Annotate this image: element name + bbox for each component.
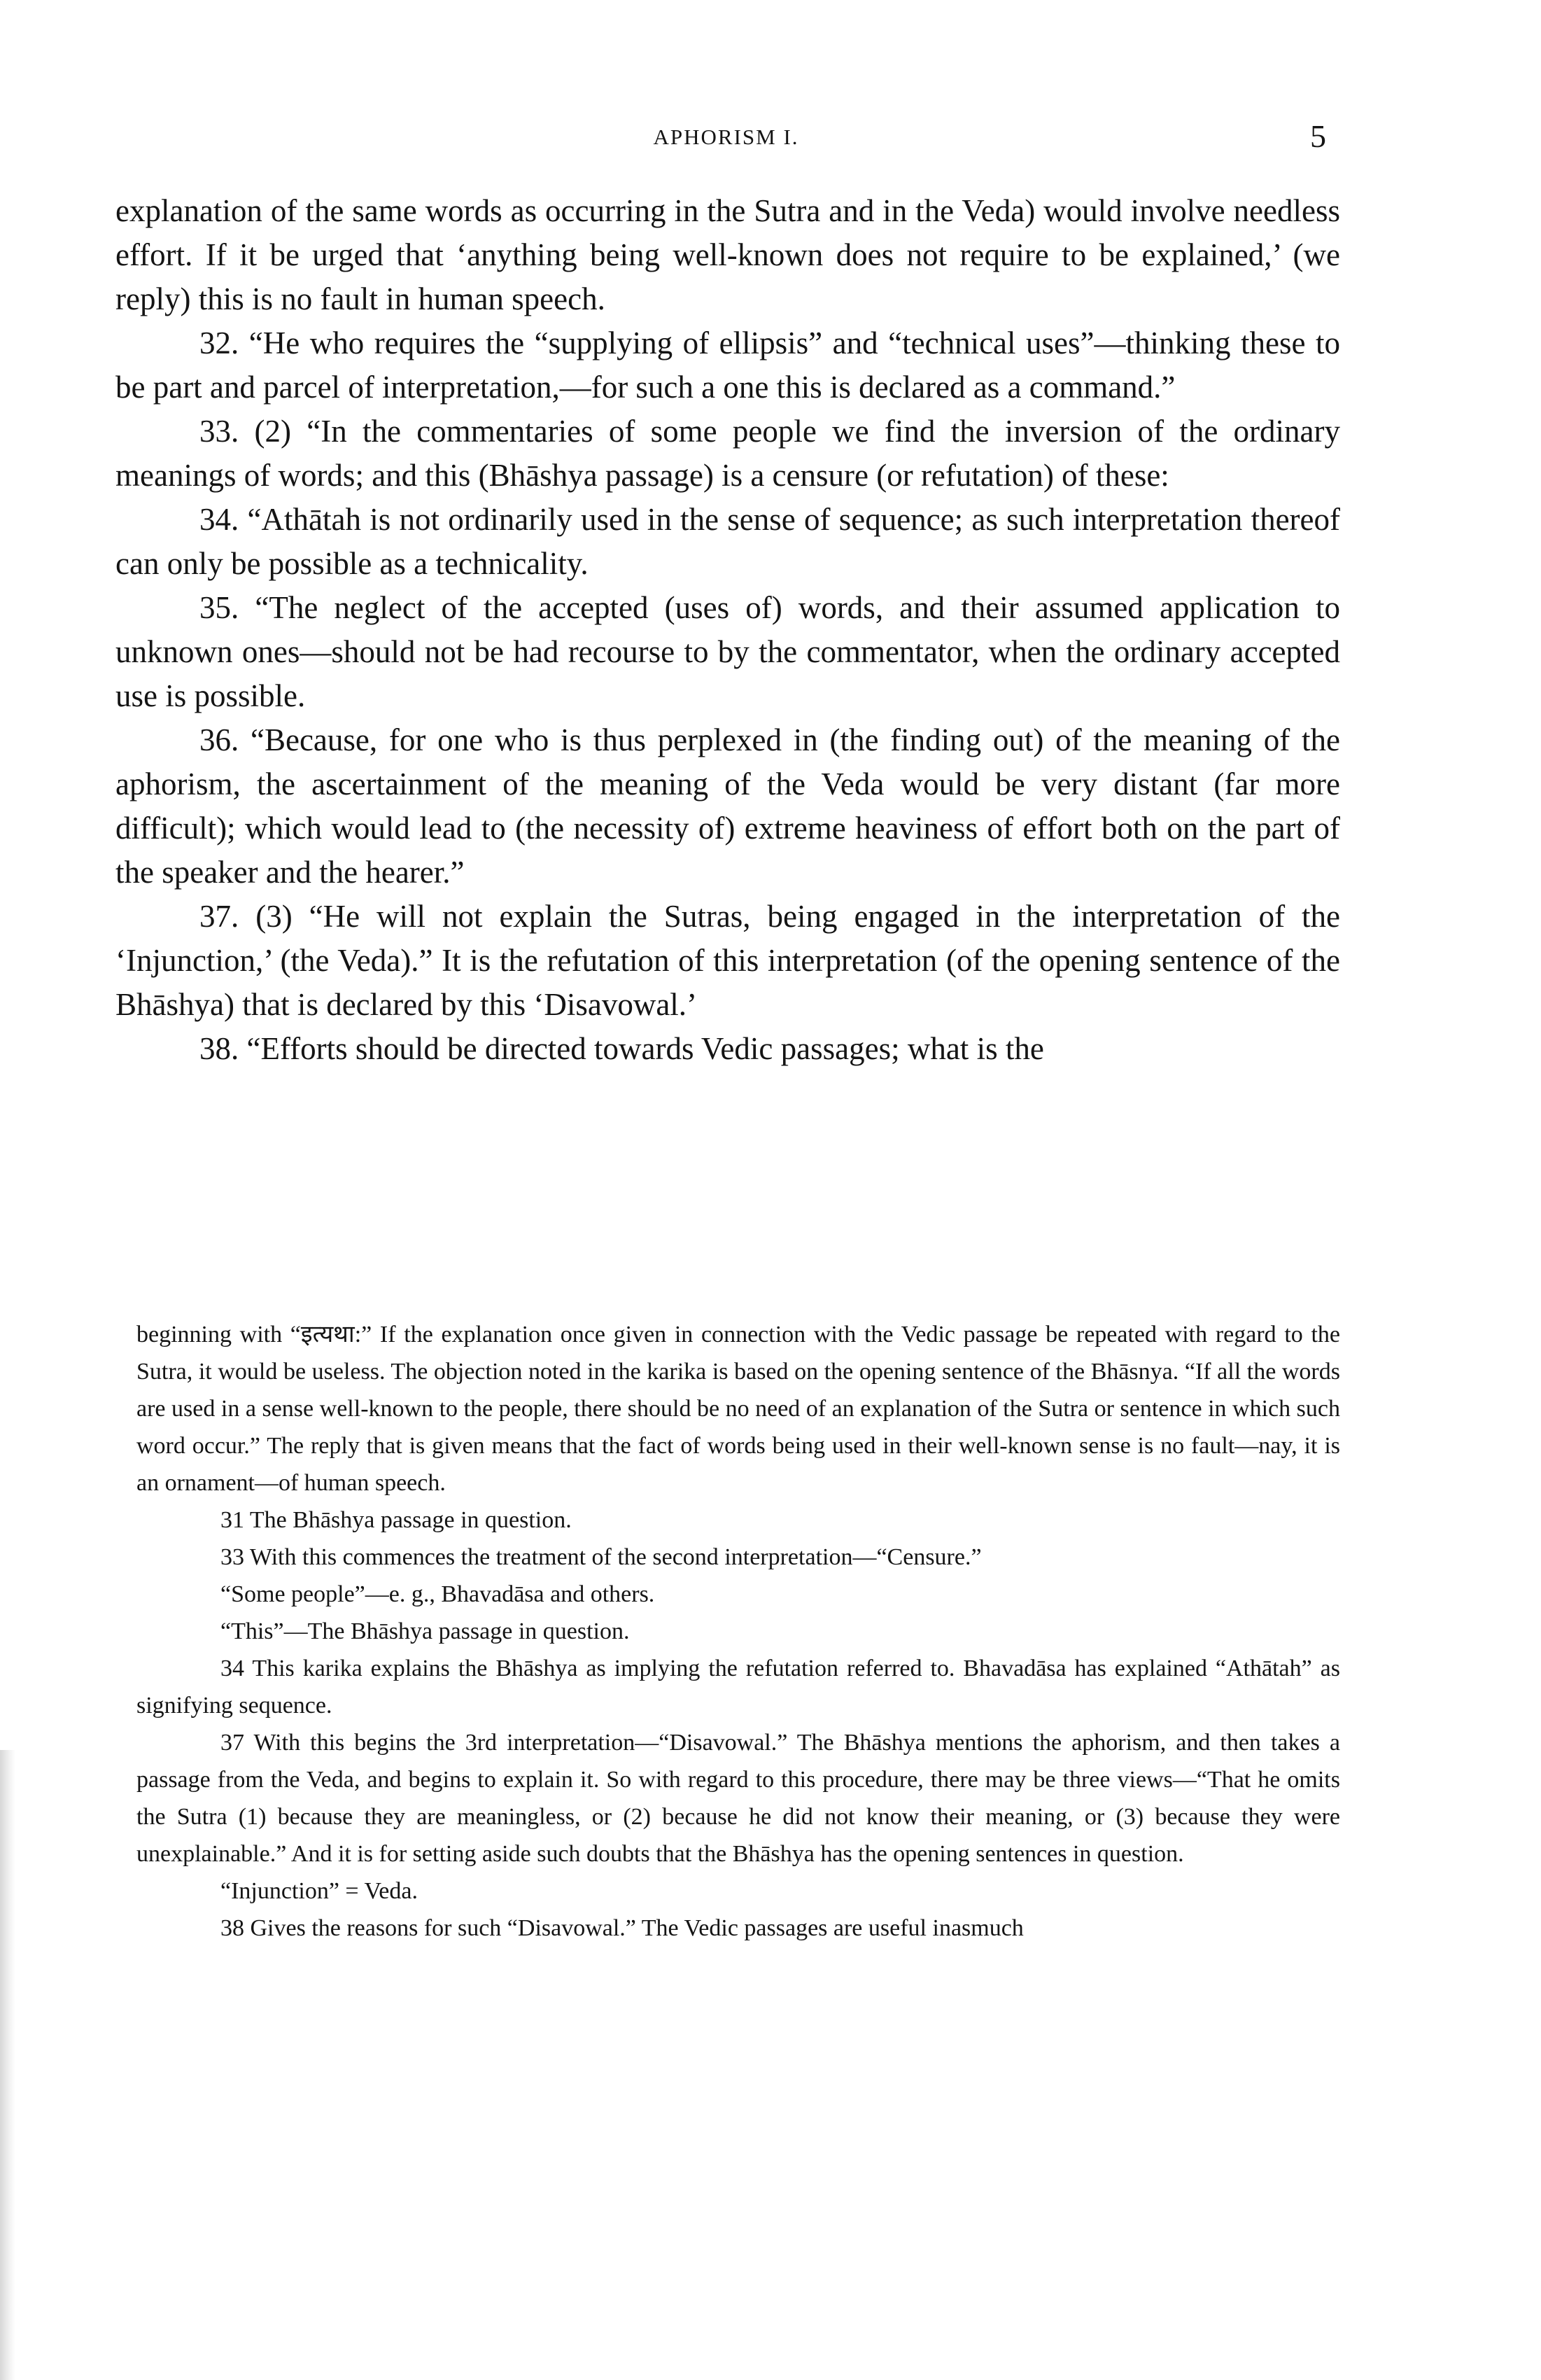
page-header bbox=[112, 118, 1340, 167]
running-head: APHORISM I. bbox=[653, 125, 799, 149]
footnote-31: 31 The Bhāshya passage in question. bbox=[220, 1507, 572, 1533]
page-number: 5 bbox=[1310, 118, 1326, 154]
footnote-33: 33 With this commences the treatment of the second interpretation—“Censure.” bbox=[220, 1544, 982, 1570]
paragraph-33: 33. (2) “In the commentaries of some people we find the inversion of the ordinary meanings of words; and this (Bhāshya passage) is a censure (or refutation) of these: bbox=[115, 414, 1340, 493]
paragraph-34: 34. “Athātah is not ordinarily used in the sense of sequence; as such interpretation thereof can only be possible as a technicality. bbox=[115, 502, 1340, 581]
footnote-some-people: “Some people”—e. g., Bhavadāsa and others. bbox=[220, 1581, 655, 1607]
paragraph-37: 37. (3) “He will not explain the Sutras, being engaged in the interpretation of the ‘Injunction,’ (the Veda).” It is the refutation of this interpretation (of the opening sentence of the Bhāshya) that is declared by this ‘Disavowal.’ bbox=[115, 899, 1340, 1022]
footnote-this: “This”—The Bhāshya passage in question. bbox=[220, 1618, 630, 1644]
scan-edge-shadow bbox=[0, 1750, 15, 2380]
footnote-34: 34 This karika explains the Bhāshya as implying the refutation referred to. Bhavadāsa has explained “Athātah” as signifying sequence. bbox=[136, 1656, 1340, 1718]
paragraph-35: 35. “The neglect of the accepted (uses of) words, and their assumed application to unknown ones—should not be had recourse to by the commentator, when the ordinary accepted use is possible. bbox=[115, 590, 1340, 713]
footnote-injunction: “Injunction” = Veda. bbox=[220, 1878, 418, 1904]
paragraph-32: 32. “He who requires the “supplying of ellipsis” and “technical uses”—thinking these to be part and parcel of interpretation,—for such a one this is declared as a command.” bbox=[115, 326, 1340, 405]
footnote-38: 38 Gives the reasons for such “Disavowal.” The Vedic passages are useful inasmuch bbox=[220, 1915, 1024, 1941]
footnote-37: 37 With this begins the 3rd interpretation—“Disavowal.” The Bhāshya mentions the aphorism, and then takes a passage from the Veda, and begins to explain it. So with regard to this procedure, there may be three views—“That he omits the Sutra (1) because they are meaningless, or (2) because he did not know their meaning, or (3) because they were unexplainable.” And it is for setting aside such doubts that the Bhāshya has the opening sentences in question. bbox=[136, 1730, 1340, 1867]
paragraph-continuation: explanation of the same words as occurring in the Sutra and in the Veda) would involve needless effort. If it be urged that ‘anything being well-known does not require to be explained,’ (we reply) this is no fault in human speech. bbox=[115, 193, 1340, 316]
footnotes bbox=[136, 1316, 1340, 1947]
paragraph-38: 38. “Efforts should be directed towards Vedic passages; what is the bbox=[199, 1031, 1044, 1066]
main-text bbox=[115, 189, 1340, 1071]
footnote-continuation: beginning with “इत्यथा:” If the explanation once given in connection with the Vedic passage be repeated with regard to the Sutra, it would be useless. The objection noted in the karika is based on the opening sentence of the Bhāsnya. “If all the words are used in a sense well-known to the people, there should be no need of an explanation of the Sutra or sentence in which such word occur.” The reply that is given means that the fact of words being used in their well-known sense is no fault—nay, it is an ornament—of human speech. bbox=[136, 1322, 1340, 1496]
paragraph-36: 36. “Because, for one who is thus perplexed in (the finding out) of the meaning of the aphorism, the ascertainment of the meaning of the Veda would be very distant (far more difficult); which would lead to (the necessity of) extreme heaviness of effort both on the part of the speaker and the hearer.” bbox=[115, 722, 1340, 890]
